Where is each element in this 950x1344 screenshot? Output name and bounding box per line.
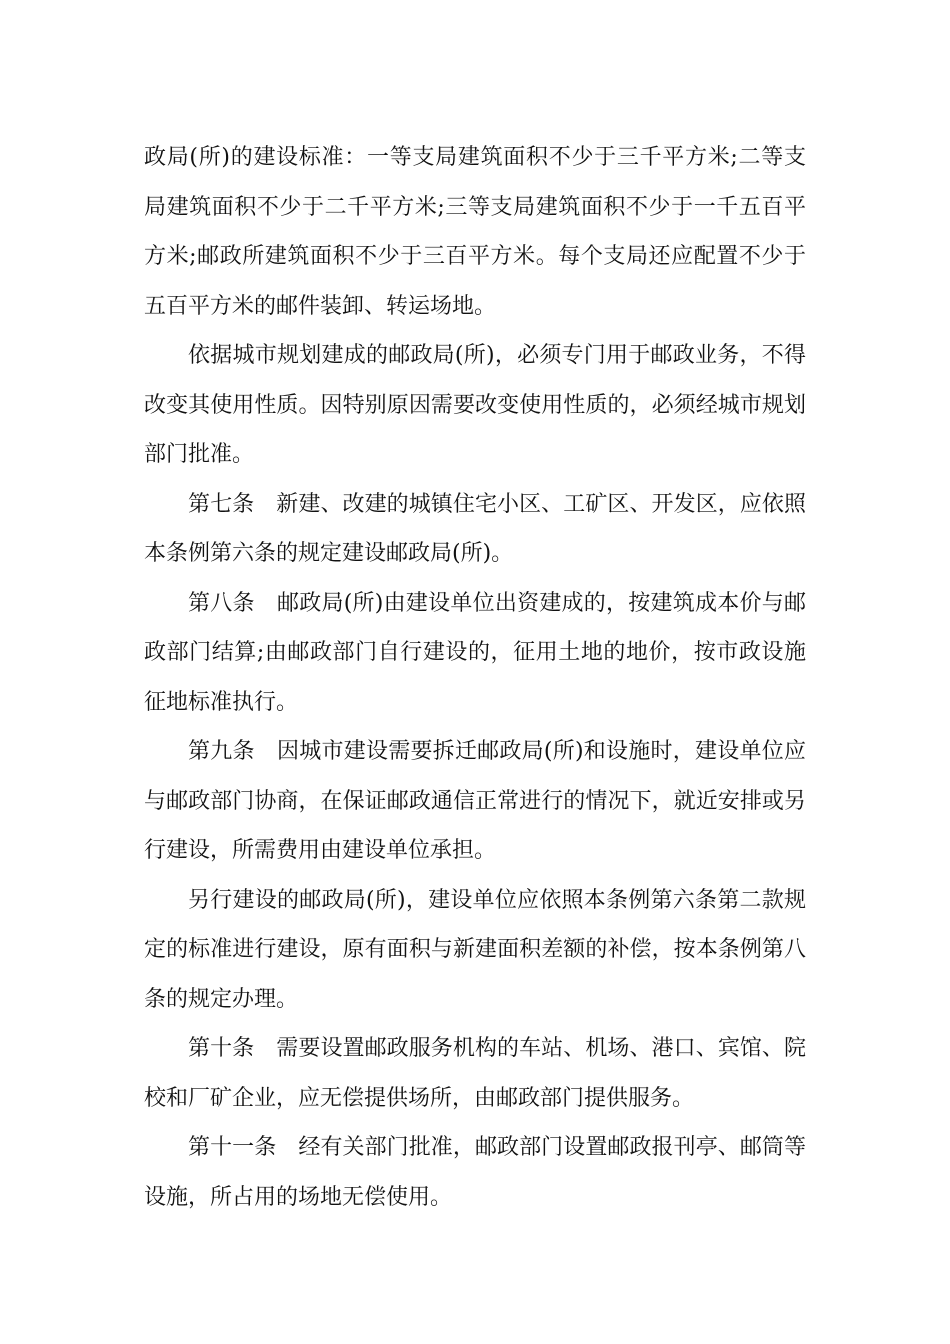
paragraph-article-10: 第十条 需要设置邮政服务机构的车站、机场、港口、宾馆、院校和厂矿企业，应无偿提供场所，由邮政部门提供服务。	[144, 1036, 806, 1111]
paragraph-article-8: 第八条 邮政局(所)由建设单位出资建成的，按建筑成本价与邮政部门结算;由邮政部门自行建设的，征用土地的地价，按市政设施征地标准执行。	[144, 590, 806, 715]
paragraph-continuation: 政局(所)的建设标准：一等支局建筑面积不少于三千平方米;二等支局建筑面积不少于二千平方米;三等支局建筑面积不少于一千五百平方米;邮政所建筑面积不少于三百平方米。每个支局还应配置不少于五百平方米的邮件装卸、转运场地。	[144, 145, 806, 319]
paragraph-relocation-compensation: 另行建设的邮政局(所)，建设单位应依照本条例第六条第二款规定的标准进行建设，原有面积与新建面积差额的补偿，按本条例第八条的规定办理。	[144, 887, 806, 1012]
document-body	[144, 133, 806, 1222]
paragraph-article-11: 第十一条 经有关部门批准，邮政部门设置邮政报刊亭、邮筒等设施，所占用的场地无偿使用。	[144, 1135, 806, 1210]
paragraph-article-9: 第九条 因城市建设需要拆迁邮政局(所)和设施时，建设单位应与邮政部门协商，在保证邮政通信正常进行的情况下，就近安排或另行建设，所需费用由建设单位承担。	[144, 739, 806, 863]
paragraph-usage-restriction: 依据城市规划建成的邮政局(所)，必须专门用于邮政业务，不得改变其使用性质。因特别原因需要改变使用性质的，必须经城市规划部门批准。	[144, 343, 806, 467]
paragraph-article-7: 第七条 新建、改建的城镇住宅小区、工矿区、开发区，应依照本条例第六条的规定建设邮政局(所)。	[144, 491, 806, 566]
